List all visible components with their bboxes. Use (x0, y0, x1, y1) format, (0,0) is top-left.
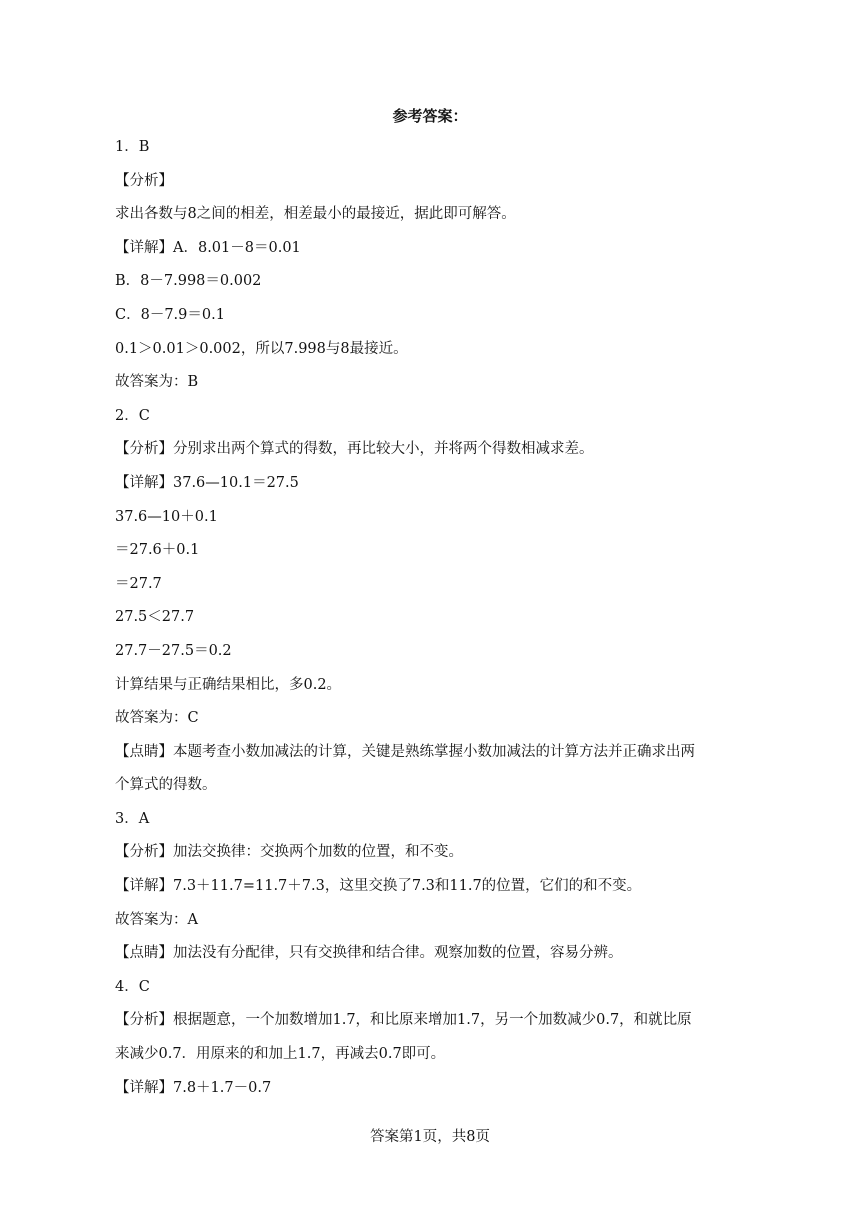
answer-line: 3．A (115, 810, 150, 827)
answer-line: 求出各数与8之间的相差，相差最小的最接近，据此即可解答。 (115, 206, 516, 223)
answer-line: 【分析】加法交换律：交换两个加数的位置，和不变。 (115, 844, 463, 861)
answer-line: 【点睛】加法没有分配律，只有交换律和结合律。观察加数的位置，容易分辨。 (115, 945, 623, 962)
page-title: 参考答案： (392, 107, 468, 125)
answer-line: 故答案为：B (115, 374, 199, 391)
answer-line: 【分析】 (115, 172, 173, 189)
answer-line: 0.1＞0.01＞0.002，所以7.998与8最接近。 (115, 340, 408, 357)
answer-line: 【分析】分别求出两个算式的得数，再比较大小，并将两个得数相减求差。 (115, 441, 594, 458)
answer-line: 27.7－27.5＝0.2 (115, 642, 232, 659)
answer-line: 计算结果与正确结果相比，多0.2。 (115, 676, 342, 693)
answer-line: ＝27.6＋0.1 (115, 542, 200, 559)
answer-line: 4．C (115, 978, 150, 995)
answer-line: C．8－7.9＝0.1 (115, 306, 225, 323)
answer-line: 故答案为：C (115, 710, 199, 727)
answer-line: 1．B (115, 139, 150, 155)
answer-line: 【详解】7.3＋11.7=11.7＋7.3，这里交换了7.3和11.7的位置，它们的和不变。 (115, 878, 642, 895)
answer-content (115, 131, 755, 1105)
answer-line: 【详解】37.6—10.1＝27.5 (115, 474, 299, 491)
answer-line: 个算式的得数。 (115, 777, 217, 794)
answer-line: 故答案为：A (115, 911, 198, 928)
answer-line: 来减少0.7．用原来的和加上1.7，再减去0.7即可。 (115, 1046, 446, 1063)
answer-line: 【详解】7.8＋1.7－0.7 (115, 1079, 272, 1096)
answer-line: 37.6—10＋0.1 (115, 508, 218, 525)
answer-line: 2．C (115, 407, 150, 424)
answer-line: 27.5＜27.7 (115, 609, 195, 626)
answer-line: 【分析】根据题意，一个加数增加1.7，和比原来增加1.7，另一个加数减少0.7，和就比原 (115, 1012, 692, 1029)
answer-line: B．8－7.998＝0.002 (115, 273, 262, 290)
answer-line: 【详解】A．8.01－8＝0.01 (115, 239, 301, 256)
answer-line: 【点睛】本题考查小数加减法的计算，关键是熟练掌握小数加减法的计算方法并正确求出两 (115, 743, 695, 760)
answer-line: ＝27.7 (115, 575, 162, 592)
page-footer: 答案第1页，共8页 (370, 1129, 490, 1145)
